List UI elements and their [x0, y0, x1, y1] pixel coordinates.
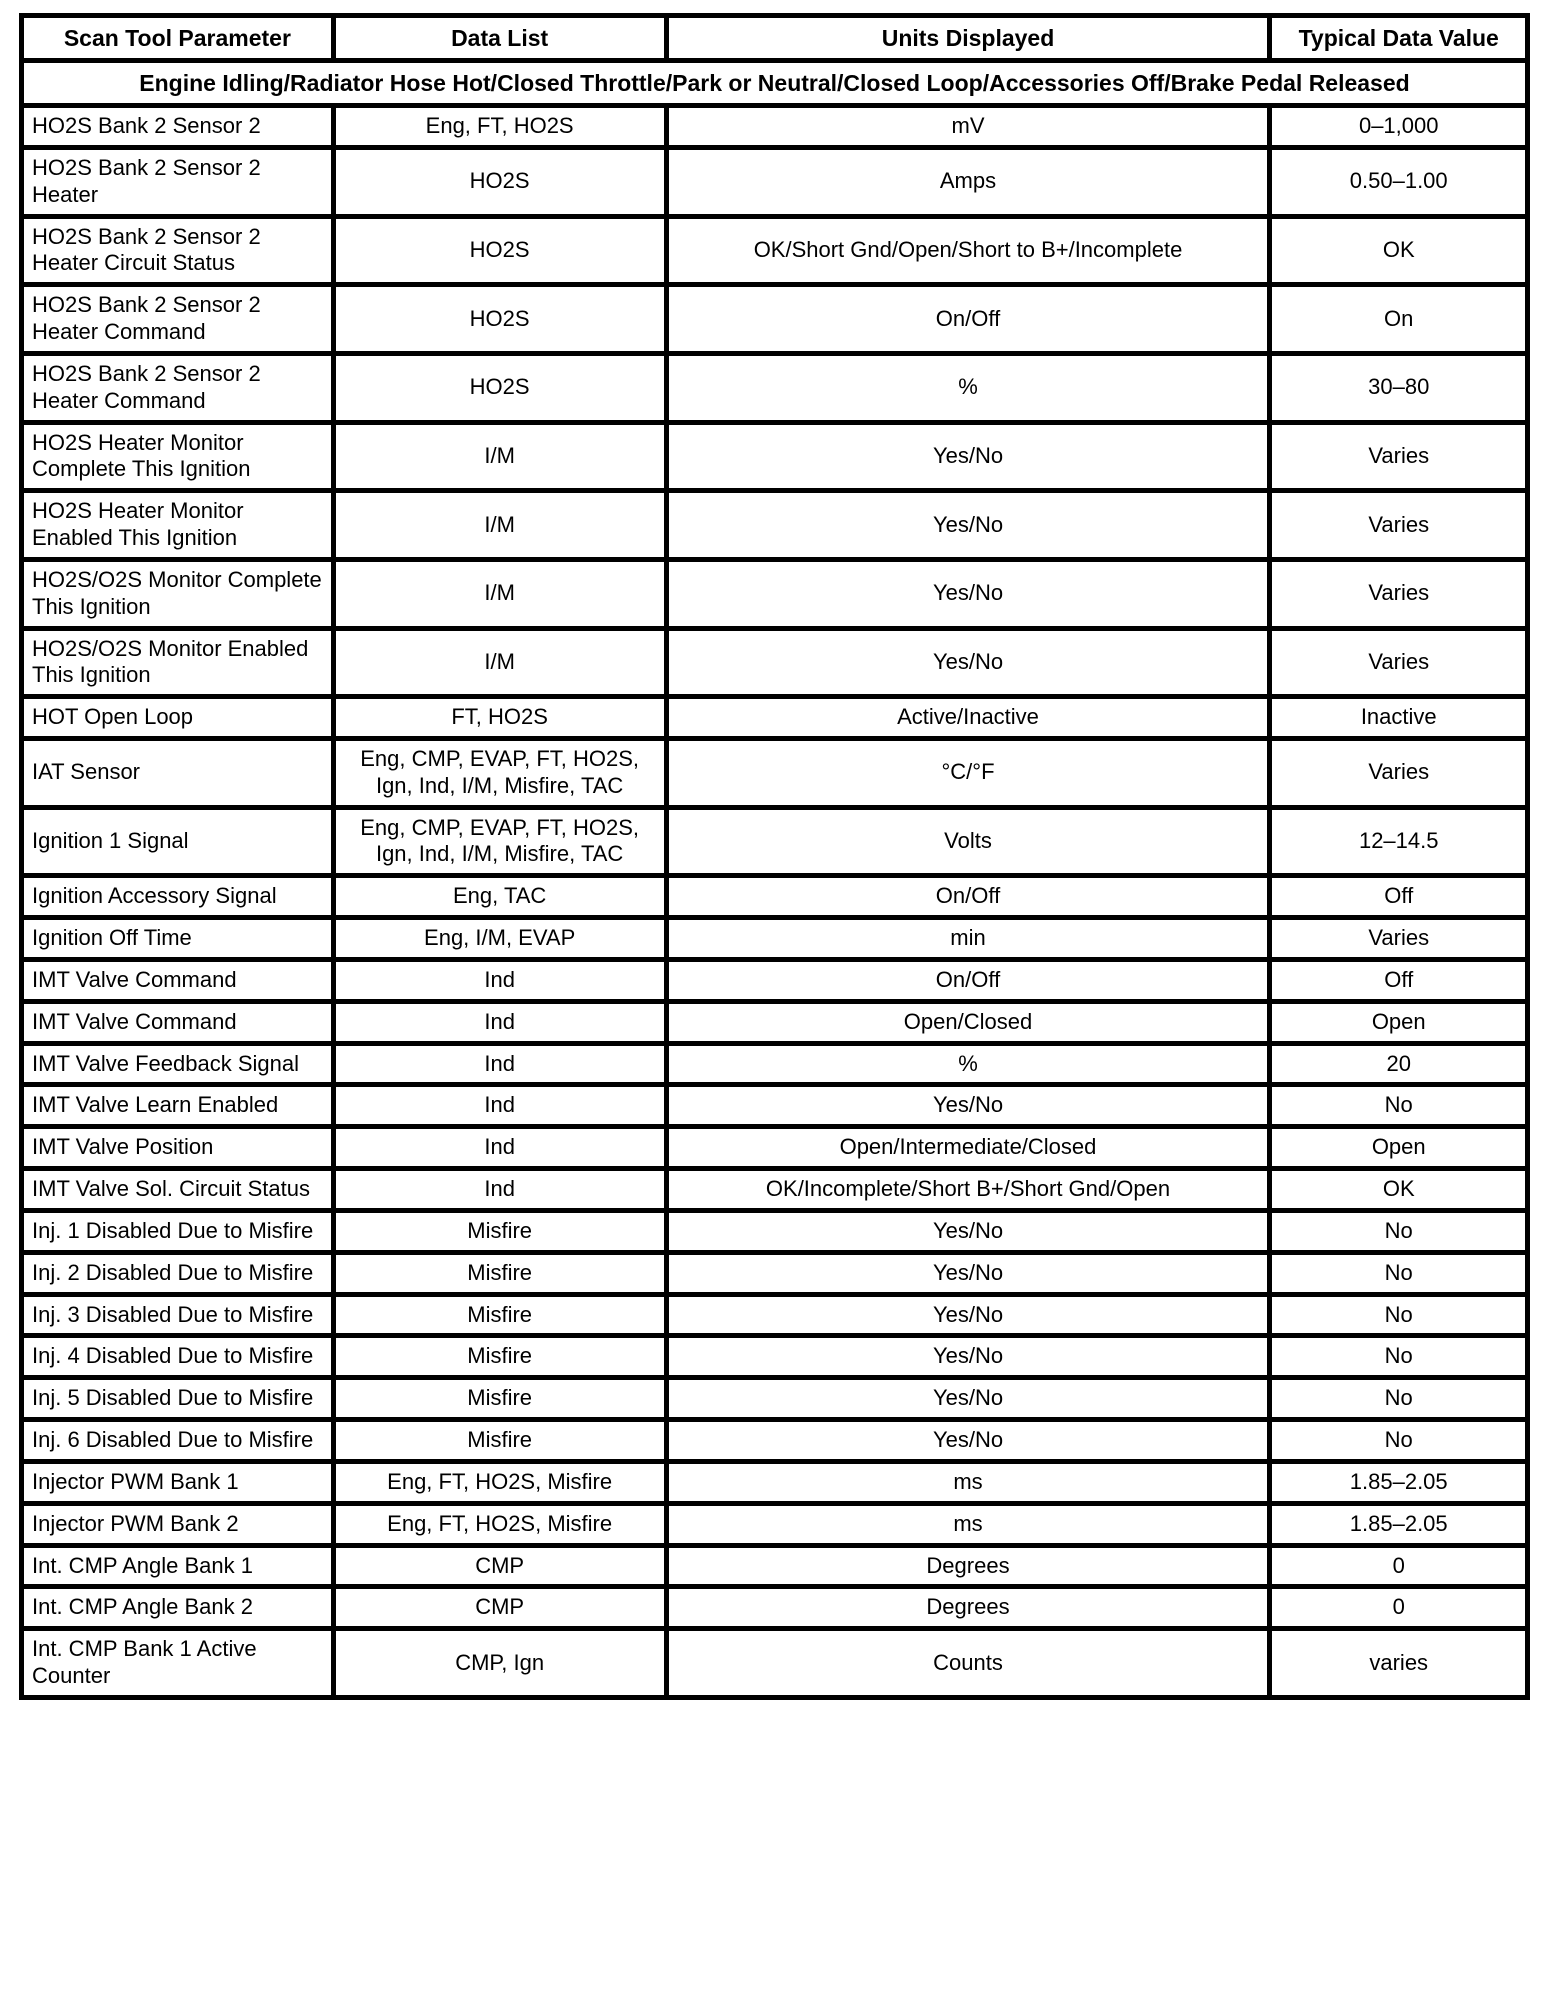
typical-value-cell: Inactive: [1270, 697, 1528, 739]
parameter-cell: IMT Valve Learn Enabled: [22, 1085, 334, 1127]
column-header-data-list: Data List: [333, 16, 666, 61]
table-row: [22, 1587, 1528, 1629]
units-cell: Open/Closed: [666, 1001, 1270, 1043]
table-row: [22, 1336, 1528, 1378]
table-row: [22, 1378, 1528, 1420]
table-row: [22, 697, 1528, 739]
data-list-cell: Eng, FT, HO2S: [333, 106, 666, 148]
typical-value-cell: 0.50–1.00: [1270, 147, 1528, 216]
parameter-cell: Inj. 6 Disabled Due to Misfire: [22, 1420, 334, 1462]
units-cell: min: [666, 918, 1270, 960]
units-cell: On/Off: [666, 959, 1270, 1001]
column-header-typical-data-value: Typical Data Value: [1270, 16, 1528, 61]
table-row: [22, 1001, 1528, 1043]
typical-value-cell: On: [1270, 285, 1528, 354]
data-list-cell: Eng, FT, HO2S, Misfire: [333, 1461, 666, 1503]
data-list-cell: Misfire: [333, 1336, 666, 1378]
units-cell: Yes/No: [666, 1420, 1270, 1462]
data-list-cell: Misfire: [333, 1378, 666, 1420]
table-row: [22, 491, 1528, 560]
data-list-cell: HO2S: [333, 285, 666, 354]
data-list-cell: CMP: [333, 1587, 666, 1629]
typical-value-cell: 20: [1270, 1043, 1528, 1085]
data-list-cell: HO2S: [333, 216, 666, 285]
typical-value-cell: OK: [1270, 1169, 1528, 1211]
typical-value-cell: Varies: [1270, 422, 1528, 491]
units-cell: Degrees: [666, 1545, 1270, 1587]
parameter-cell: Ignition 1 Signal: [22, 807, 334, 876]
table-row: [22, 1503, 1528, 1545]
units-cell: Volts: [666, 807, 1270, 876]
data-list-cell: I/M: [333, 422, 666, 491]
typical-value-cell: 0–1,000: [1270, 106, 1528, 148]
units-cell: Yes/No: [666, 628, 1270, 697]
units-cell: Yes/No: [666, 1085, 1270, 1127]
typical-value-cell: No: [1270, 1252, 1528, 1294]
parameter-cell: IAT Sensor: [22, 739, 334, 808]
units-cell: Yes/No: [666, 1378, 1270, 1420]
test-condition-text: Engine Idling/Radiator Hose Hot/Closed Throttle/Park or Neutral/Closed Loop/Accessories Off/Brake Pedal Released: [22, 61, 1528, 106]
parameter-cell: Int. CMP Angle Bank 1: [22, 1545, 334, 1587]
table-row: [22, 422, 1528, 491]
units-cell: Yes/No: [666, 491, 1270, 560]
units-cell: Yes/No: [666, 422, 1270, 491]
parameter-cell: Inj. 2 Disabled Due to Misfire: [22, 1252, 334, 1294]
parameter-cell: IMT Valve Command: [22, 1001, 334, 1043]
units-cell: Amps: [666, 147, 1270, 216]
data-list-cell: Ind: [333, 1127, 666, 1169]
parameter-cell: IMT Valve Command: [22, 959, 334, 1001]
units-cell: %: [666, 1043, 1270, 1085]
table-row: [22, 1252, 1528, 1294]
table-row: [22, 739, 1528, 808]
parameter-cell: IMT Valve Position: [22, 1127, 334, 1169]
table-row: [22, 807, 1528, 876]
table-row: [22, 1127, 1528, 1169]
typical-value-cell: No: [1270, 1294, 1528, 1336]
table-row: [22, 285, 1528, 354]
data-list-cell: Eng, CMP, EVAP, FT, HO2S, Ign, Ind, I/M, Misfire, TAC: [333, 739, 666, 808]
data-list-cell: Misfire: [333, 1294, 666, 1336]
units-cell: mV: [666, 106, 1270, 148]
data-list-cell: FT, HO2S: [333, 697, 666, 739]
parameter-cell: Inj. 1 Disabled Due to Misfire: [22, 1210, 334, 1252]
units-cell: Yes/No: [666, 1210, 1270, 1252]
units-cell: OK/Short Gnd/Open/Short to B+/Incomplete: [666, 216, 1270, 285]
units-cell: Yes/No: [666, 559, 1270, 628]
typical-value-cell: No: [1270, 1085, 1528, 1127]
parameter-cell: Ignition Accessory Signal: [22, 876, 334, 918]
data-list-cell: Ind: [333, 1043, 666, 1085]
parameter-cell: Inj. 5 Disabled Due to Misfire: [22, 1378, 334, 1420]
typical-value-cell: 30–80: [1270, 353, 1528, 422]
parameter-cell: HO2S Bank 2 Sensor 2 Heater Circuit Status: [22, 216, 334, 285]
data-list-cell: Ind: [333, 1169, 666, 1211]
parameter-cell: Int. CMP Angle Bank 2: [22, 1587, 334, 1629]
units-cell: OK/Incomplete/Short B+/Short Gnd/Open: [666, 1169, 1270, 1211]
typical-value-cell: Varies: [1270, 739, 1528, 808]
table-row: [22, 1294, 1528, 1336]
data-list-cell: Eng, TAC: [333, 876, 666, 918]
units-cell: ms: [666, 1461, 1270, 1503]
table-row: [22, 628, 1528, 697]
parameter-cell: Inj. 4 Disabled Due to Misfire: [22, 1336, 334, 1378]
parameter-cell: Ignition Off Time: [22, 918, 334, 960]
data-list-cell: Eng, CMP, EVAP, FT, HO2S, Ign, Ind, I/M, Misfire, TAC: [333, 807, 666, 876]
table-row: [22, 216, 1528, 285]
parameter-cell: HO2S Bank 2 Sensor 2 Heater: [22, 147, 334, 216]
typical-value-cell: varies: [1270, 1629, 1528, 1698]
parameter-cell: Injector PWM Bank 2: [22, 1503, 334, 1545]
typical-value-cell: 0: [1270, 1587, 1528, 1629]
typical-value-cell: No: [1270, 1210, 1528, 1252]
table-body: [22, 106, 1528, 1698]
parameter-cell: HO2S/O2S Monitor Complete This Ignition: [22, 559, 334, 628]
test-condition-row: [22, 61, 1528, 106]
data-list-cell: Eng, I/M, EVAP: [333, 918, 666, 960]
typical-value-cell: No: [1270, 1378, 1528, 1420]
units-cell: Yes/No: [666, 1294, 1270, 1336]
parameter-cell: Injector PWM Bank 1: [22, 1461, 334, 1503]
data-list-cell: Misfire: [333, 1210, 666, 1252]
parameter-cell: HOT Open Loop: [22, 697, 334, 739]
units-cell: %: [666, 353, 1270, 422]
typical-value-cell: Off: [1270, 959, 1528, 1001]
data-list-cell: I/M: [333, 628, 666, 697]
typical-value-cell: 12–14.5: [1270, 807, 1528, 876]
typical-value-cell: 0: [1270, 1545, 1528, 1587]
table-row: [22, 559, 1528, 628]
units-cell: Active/Inactive: [666, 697, 1270, 739]
units-cell: °C/°F: [666, 739, 1270, 808]
typical-value-cell: Varies: [1270, 628, 1528, 697]
parameter-cell: IMT Valve Feedback Signal: [22, 1043, 334, 1085]
typical-value-cell: Varies: [1270, 491, 1528, 560]
typical-value-cell: Off: [1270, 876, 1528, 918]
parameter-cell: HO2S Bank 2 Sensor 2 Heater Command: [22, 353, 334, 422]
table-row: [22, 918, 1528, 960]
table-row: [22, 1043, 1528, 1085]
table-row: [22, 1629, 1528, 1698]
data-list-cell: HO2S: [333, 147, 666, 216]
data-list-cell: HO2S: [333, 353, 666, 422]
table-row: [22, 106, 1528, 148]
scan-tool-parameter-table: [19, 13, 1530, 1700]
parameter-cell: HO2S Bank 2 Sensor 2: [22, 106, 334, 148]
parameter-cell: IMT Valve Sol. Circuit Status: [22, 1169, 334, 1211]
units-cell: Yes/No: [666, 1336, 1270, 1378]
column-header-scan-tool-parameter: Scan Tool Parameter: [22, 16, 334, 61]
parameter-cell: HO2S Heater Monitor Complete This Ignition: [22, 422, 334, 491]
table-row: [22, 353, 1528, 422]
data-list-cell: Misfire: [333, 1252, 666, 1294]
parameter-cell: HO2S Heater Monitor Enabled This Ignition: [22, 491, 334, 560]
units-cell: Open/Intermediate/Closed: [666, 1127, 1270, 1169]
table-row: [22, 147, 1528, 216]
parameter-cell: HO2S/O2S Monitor Enabled This Ignition: [22, 628, 334, 697]
column-header-row: [22, 16, 1528, 61]
typical-value-cell: 1.85–2.05: [1270, 1503, 1528, 1545]
data-list-cell: CMP: [333, 1545, 666, 1587]
table-row: [22, 959, 1528, 1001]
data-list-cell: I/M: [333, 559, 666, 628]
parameter-cell: HO2S Bank 2 Sensor 2 Heater Command: [22, 285, 334, 354]
data-list-cell: Eng, FT, HO2S, Misfire: [333, 1503, 666, 1545]
units-cell: ms: [666, 1503, 1270, 1545]
typical-value-cell: No: [1270, 1420, 1528, 1462]
typical-value-cell: No: [1270, 1336, 1528, 1378]
units-cell: On/Off: [666, 285, 1270, 354]
parameter-cell: Inj. 3 Disabled Due to Misfire: [22, 1294, 334, 1336]
data-list-cell: Ind: [333, 1001, 666, 1043]
table-row: [22, 1210, 1528, 1252]
table-row: [22, 1169, 1528, 1211]
table-row: [22, 876, 1528, 918]
typical-value-cell: Varies: [1270, 918, 1528, 960]
data-list-cell: Misfire: [333, 1420, 666, 1462]
table-row: [22, 1085, 1528, 1127]
typical-value-cell: Open: [1270, 1127, 1528, 1169]
typical-value-cell: Open: [1270, 1001, 1528, 1043]
parameter-cell: Int. CMP Bank 1 Active Counter: [22, 1629, 334, 1698]
data-list-cell: Ind: [333, 959, 666, 1001]
typical-value-cell: OK: [1270, 216, 1528, 285]
table-row: [22, 1461, 1528, 1503]
data-list-cell: Ind: [333, 1085, 666, 1127]
typical-value-cell: Varies: [1270, 559, 1528, 628]
table-row: [22, 1545, 1528, 1587]
column-header-units-displayed: Units Displayed: [666, 16, 1270, 61]
units-cell: On/Off: [666, 876, 1270, 918]
typical-value-cell: 1.85–2.05: [1270, 1461, 1528, 1503]
units-cell: Counts: [666, 1629, 1270, 1698]
data-list-cell: CMP, Ign: [333, 1629, 666, 1698]
table-row: [22, 1420, 1528, 1462]
data-list-cell: I/M: [333, 491, 666, 560]
units-cell: Yes/No: [666, 1252, 1270, 1294]
units-cell: Degrees: [666, 1587, 1270, 1629]
